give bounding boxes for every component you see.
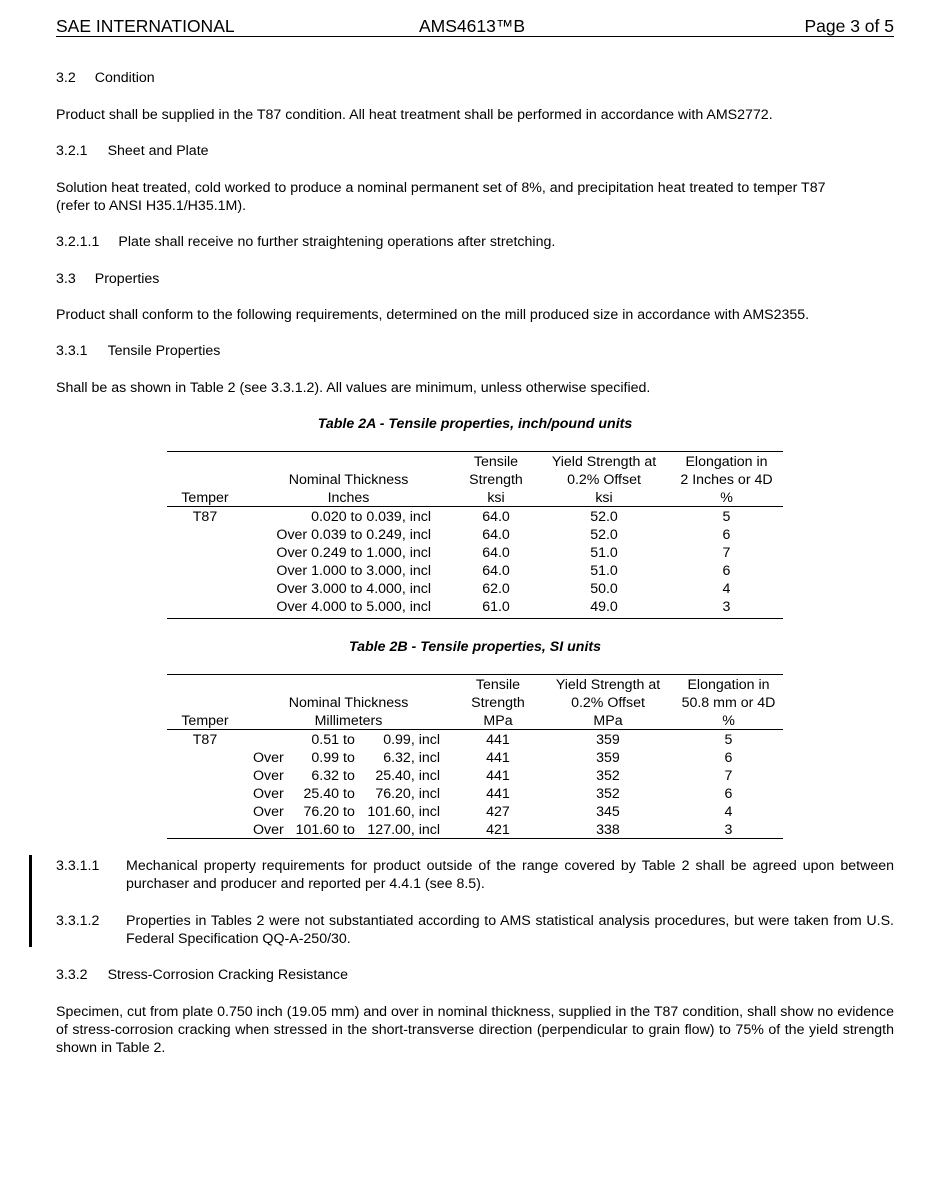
yield-cell: 345 (596, 804, 620, 820)
upper-cell: 0.99, incl (383, 732, 440, 748)
col-header-temper: Temper (181, 490, 229, 506)
thickness-cell: Over 0.039 to 0.249, incl (276, 527, 431, 543)
section-title: Condition (94, 70, 155, 86)
section-number: 3.2.1.1 (56, 234, 100, 250)
to-cell: to (343, 732, 355, 748)
col-header-elongation: Elongation in (685, 454, 768, 470)
col-header-yield: Yield Strength at (555, 677, 661, 693)
clause-3-3-1-2 (56, 912, 894, 948)
col-header-elongation: 2 Inches or 4D (680, 472, 773, 488)
heading-3-3-2 (56, 966, 348, 984)
yield-cell: 352 (596, 786, 620, 802)
from-cell: 101.60 (295, 822, 339, 838)
over-cell: Over (253, 822, 284, 838)
yield-cell: 338 (596, 822, 620, 838)
elongation-cell: 5 (722, 509, 731, 525)
section-title: Stress-Corrosion Cracking Resistance (107, 967, 349, 983)
over-cell: Over (253, 750, 284, 766)
heading-3-3 (56, 270, 159, 288)
page-header (56, 16, 894, 37)
col-header-tensile: Strength (469, 472, 523, 488)
section-number: 3.3.2 (56, 967, 88, 983)
thickness-cell: 0.020 to 0.039, incl (311, 509, 431, 525)
heading-3-2-1 (56, 142, 209, 160)
to-cell: to (343, 804, 355, 820)
table-2a-title: Table 2A - Tensile properties, inch/pound units (317, 416, 633, 432)
tensile-cell: 427 (486, 804, 510, 820)
heading-3-3-1 (56, 342, 220, 360)
table-2b-title: Table 2B - Tensile properties, SI units (348, 639, 601, 655)
over-cell: Over (253, 768, 284, 784)
tensile-cell: 64.0 (482, 527, 510, 543)
section-number: 3.3 (56, 271, 76, 287)
section-number: 3.3.1.1 (56, 858, 100, 874)
col-header-thickness: Nominal Thickness (288, 472, 409, 488)
elongation-cell: 4 (722, 581, 731, 597)
clause-text: Plate shall receive no further straightening operations after stretching. (118, 234, 556, 250)
yield-cell: 50.0 (590, 581, 618, 597)
from-cell: 0.51 (311, 732, 339, 748)
tensile-cell: 61.0 (482, 599, 510, 615)
thickness-cell: Over 0.249 to 1.000, incl (276, 545, 431, 561)
paragraph-3-3: Product shall conform to the following requirements, determined on the mill produced size in accordance with AMS2355. (56, 307, 810, 323)
over-cell: Over (253, 804, 284, 820)
yield-cell: 352 (596, 768, 620, 784)
paragraph-3-2: Product shall be supplied in the T87 condition. All heat treatment shall be performed in accordance with AMS2772. (56, 107, 773, 123)
thickness-cell: Over 3.000 to 4.000, incl (276, 581, 431, 597)
to-cell: to (343, 768, 355, 784)
elongation-cell: 3 (724, 822, 733, 838)
header-page-number: Page 3 of 5 (804, 16, 894, 36)
col-header-thickness: Nominal Thickness (288, 695, 409, 711)
elongation-cell: 4 (724, 804, 733, 820)
temper-value: T87 (192, 509, 218, 525)
yield-cell: 359 (596, 732, 620, 748)
col-header-elongation: Elongation in (687, 677, 770, 693)
tensile-cell: 421 (486, 822, 510, 838)
header-doc-number: AMS4613™B (419, 16, 526, 36)
to-cell: to (343, 750, 355, 766)
from-cell: 76.20 (303, 804, 339, 820)
section-title: Properties (94, 271, 160, 287)
clause-text: Properties in Tables 2 were not substantiated according to AMS statistical analysis procedures, but were taken from U.S. Federal Specification QQ-A-250/30. (126, 913, 894, 947)
tensile-cell: 64.0 (482, 545, 510, 561)
paragraph-3-2-1-line2: (refer to ANSI H35.1/H35.1M). (56, 198, 247, 214)
table-rule (167, 618, 783, 619)
col-header-elongation: 50.8 mm or 4D (681, 695, 776, 711)
section-number: 3.2 (56, 70, 76, 86)
elongation-cell: 6 (722, 527, 731, 543)
temper-value: T87 (192, 732, 218, 748)
upper-cell: 25.40, incl (375, 768, 440, 784)
col-header-tensile: Tensile (473, 454, 519, 470)
paragraph-3-3-2: Specimen, cut from plate 0.750 inch (19.05 mm) and over in nominal thickness, supplied in the T87 condition, shall show no evidence of stress-corrosion cracking when stressed in the short-transverse direction (perpendicular to grain flow) to 75% of the yield strength shown in Table 2. (56, 1004, 894, 1056)
col-header-elongation-unit: % (722, 713, 735, 729)
yield-cell: 51.0 (590, 563, 618, 579)
clause-text: Mechanical property requirements for product outside of the range covered by Table 2 shall be agreed upon between purchaser and producer and reported per 4.4.1 (see 8.5). (126, 858, 894, 892)
revision-change-bar (29, 855, 32, 947)
col-header-tensile-unit: MPa (483, 713, 513, 729)
col-header-yield: 0.2% Offset (571, 695, 645, 711)
elongation-cell: 6 (724, 750, 733, 766)
col-header-yield-unit: ksi (595, 490, 613, 506)
col-header-tensile: Strength (471, 695, 525, 711)
section-title: Tensile Properties (107, 343, 221, 359)
from-cell: 6.32 (311, 768, 339, 784)
heading-3-2 (56, 69, 155, 87)
col-header-elongation-unit: % (720, 490, 733, 506)
paragraph-3-2-1-line1: Solution heat treated, cold worked to produce a nominal permanent set of 8%, and precipitation heat treated to temper T87 (56, 180, 826, 196)
col-header-yield: 0.2% Offset (567, 472, 641, 488)
yield-cell: 359 (596, 750, 620, 766)
over-cell: Over (253, 786, 284, 802)
thickness-cell: Over 4.000 to 5.000, incl (276, 599, 431, 615)
section-title: Sheet and Plate (107, 143, 209, 159)
yield-cell: 52.0 (590, 527, 618, 543)
table-rule (167, 838, 783, 839)
table-rule (167, 729, 783, 730)
elongation-cell: 7 (722, 545, 731, 561)
from-cell: 25.40 (303, 786, 339, 802)
section-number: 3.3.1 (56, 343, 88, 359)
clause-3-3-1-1 (56, 857, 894, 893)
yield-cell: 51.0 (590, 545, 618, 561)
from-cell: 0.99 (311, 750, 339, 766)
yield-cell: 49.0 (590, 599, 618, 615)
table-rule (167, 506, 783, 507)
col-header-tensile: Tensile (475, 677, 521, 693)
upper-cell: 6.32, incl (383, 750, 440, 766)
thickness-cell: Over 1.000 to 3.000, incl (276, 563, 431, 579)
elongation-cell: 6 (722, 563, 731, 579)
tensile-cell: 64.0 (482, 563, 510, 579)
upper-cell: 127.00, incl (367, 822, 440, 838)
col-header-thickness-unit: Millimeters (314, 713, 383, 729)
elongation-cell: 7 (724, 768, 733, 784)
col-header-tensile-unit: ksi (487, 490, 505, 506)
elongation-cell: 3 (722, 599, 731, 615)
to-cell: to (343, 786, 355, 802)
section-number: 3.2.1 (56, 143, 88, 159)
tensile-cell: 441 (486, 768, 510, 784)
upper-cell: 76.20, incl (375, 786, 440, 802)
elongation-cell: 5 (724, 732, 733, 748)
table-rule (167, 674, 783, 675)
col-header-thickness-unit: Inches (327, 490, 370, 506)
tensile-cell: 441 (486, 732, 510, 748)
section-number: 3.3.1.2 (56, 913, 100, 929)
col-header-temper: Temper (181, 713, 229, 729)
col-header-yield-unit: MPa (593, 713, 623, 729)
table-rule (167, 451, 783, 452)
header-org: SAE INTERNATIONAL (56, 16, 235, 36)
upper-cell: 101.60, incl (367, 804, 440, 820)
col-header-yield: Yield Strength at (551, 454, 657, 470)
elongation-cell: 6 (724, 786, 733, 802)
clause-3-2-1-1 (56, 233, 555, 251)
yield-cell: 52.0 (590, 509, 618, 525)
tensile-cell: 441 (486, 750, 510, 766)
to-cell: to (343, 822, 355, 838)
tensile-cell: 62.0 (482, 581, 510, 597)
tensile-cell: 64.0 (482, 509, 510, 525)
tensile-cell: 441 (486, 786, 510, 802)
paragraph-3-3-1: Shall be as shown in Table 2 (see 3.3.1.2). All values are minimum, unless otherwise specified. (56, 380, 651, 396)
